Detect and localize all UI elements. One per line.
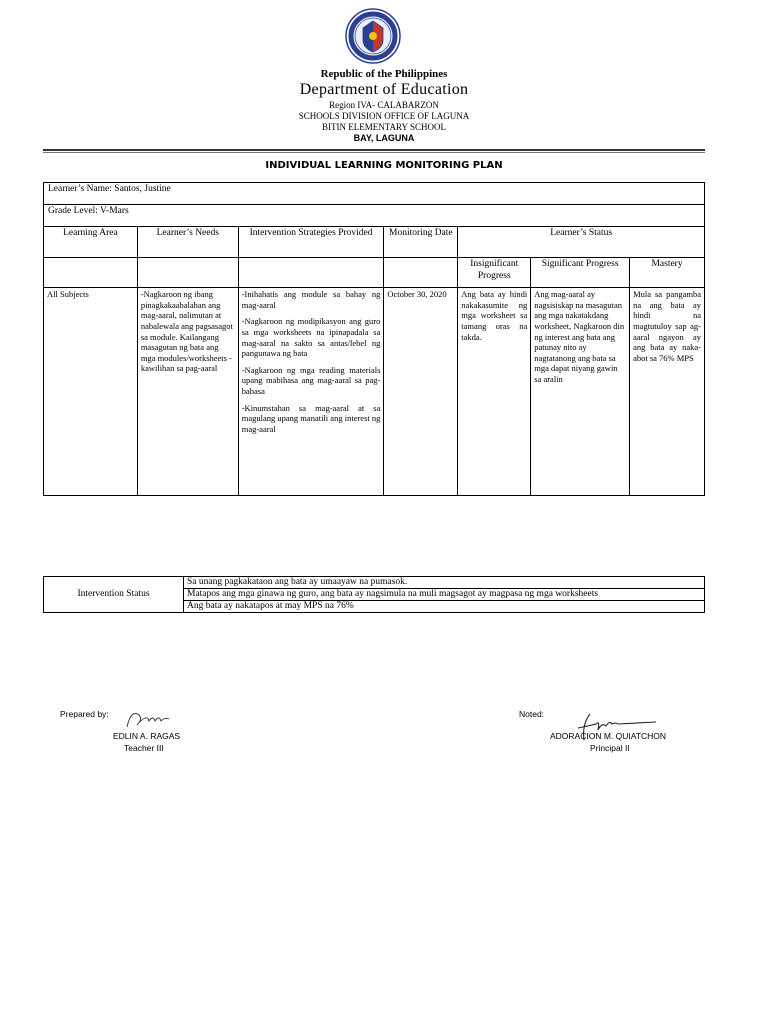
location-line: BAY, LAGUNA xyxy=(353,133,415,143)
header-monitoring-date: Monitoring Date xyxy=(384,227,458,258)
blank-cell xyxy=(384,258,458,288)
prepared-by-title: Teacher III xyxy=(124,743,164,753)
division-line: SCHOOLS DIVISION OFFICE OF LAGUNA xyxy=(298,111,470,121)
grade-level: Grade Level: V-Mars xyxy=(44,205,705,227)
intervention-status-item: Ang bata ay nakatapos at may MPS na 76% xyxy=(184,601,705,613)
header-insignificant: Insignificant Progress xyxy=(458,258,531,288)
intervention-status-label: Intervention Status xyxy=(44,577,184,613)
cell-learning-area: All Subjects xyxy=(44,288,138,496)
monitoring-table xyxy=(43,182,705,496)
header-mastery: Mastery xyxy=(630,258,705,288)
header-rule-thin xyxy=(43,152,705,153)
header-learning-area: Learning Area xyxy=(44,227,138,258)
school-line: BITIN ELEMENTARY SCHOOL xyxy=(322,122,446,132)
header-status: Learner’s Status xyxy=(458,227,705,258)
region-line: Region IVA- CALABARZON xyxy=(329,100,439,110)
prepared-by-name: EDLIN A. RAGAS xyxy=(113,731,181,741)
header-significant: Significant Progress xyxy=(531,258,630,288)
intervention-item: -Nagkaroon ng modipikasyon ang guro sa mga worksheets na ipinapadala sa mag-aaral na sakto sa antas/lebel ng pangunawa ng bata xyxy=(241,316,381,359)
department-heading: Department of Education xyxy=(299,81,469,98)
noted-title: Principal II xyxy=(590,743,630,753)
plan-title: INDIVIDUAL LEARNING MONITORING PLAN xyxy=(265,160,503,171)
cell-mastery: Mula sa pangamba na ang bata ay hindi na magtutuloy sap ag-aaral ngayon ay ang bata ay naka-abot sa 76% MPS xyxy=(630,288,705,496)
cell-insignificant: Ang bata ay hindi nakakasumite ng mga worksheet sa tamang oras na takda. xyxy=(458,288,531,496)
noted-name: ADORACION M. QUIATCHON xyxy=(550,731,667,741)
intervention-status-item: Sa unang pagkakataon ang bata ay umaayaw na pumasok. xyxy=(184,577,705,589)
learner-name: Learner’s Name: Santos, Justine xyxy=(44,183,705,205)
prepared-by-label: Prepared by: xyxy=(60,709,109,719)
intervention-item: -Nagkaroon ng mga reading materials upang mabihasa ang mag-aaral sa pag-babasa xyxy=(241,364,381,396)
cell-significant: Ang mag-aaral ay nagsisiskap na masagutan ang mga nakatakdang worksheet, Nagkaroon din ng interest ang bata ang patunay nito ay nagtatanong ang bata sa mga dapat niyang gawin sa aralin xyxy=(531,288,630,496)
blank-cell xyxy=(238,258,384,288)
header-rule xyxy=(43,149,705,151)
header-interventions: Intervention Strategies Provided xyxy=(238,227,384,258)
noted-label: Noted: xyxy=(519,709,545,719)
cell-needs: -Nagkaroon ng ibang pinagkakaabalahan ang mag-aaral, nalimutan at nabalewala ang pagsasagot sa module. Kailangang masagutan ng bata ang mga modules/worksheets -kawilihan sa pag-aaral xyxy=(137,288,238,496)
intervention-item: -Kinumstahan sa mag-aaral at sa magulang upang manatili ang interest ng mag-aaral xyxy=(241,402,381,434)
blank-cell xyxy=(44,258,138,288)
cell-interventions xyxy=(238,288,384,496)
header-needs: Learner’s Needs xyxy=(137,227,238,258)
intervention-status-item: Matapos ang mga ginawa ng guro, ang bata ay nagsimula na muli magsagot ay magpasa ng mga worksheets xyxy=(184,589,705,601)
blank-cell xyxy=(137,258,238,288)
intervention-item: -Inihahatis ang module sa bahay ng mag-aaral xyxy=(241,289,381,310)
cell-monitoring-date: October 30, 2020 xyxy=(384,288,458,496)
deped-seal-logo xyxy=(345,8,401,64)
intervention-status-table xyxy=(43,576,705,613)
republic-heading: Republic of the Philippines xyxy=(320,68,448,80)
